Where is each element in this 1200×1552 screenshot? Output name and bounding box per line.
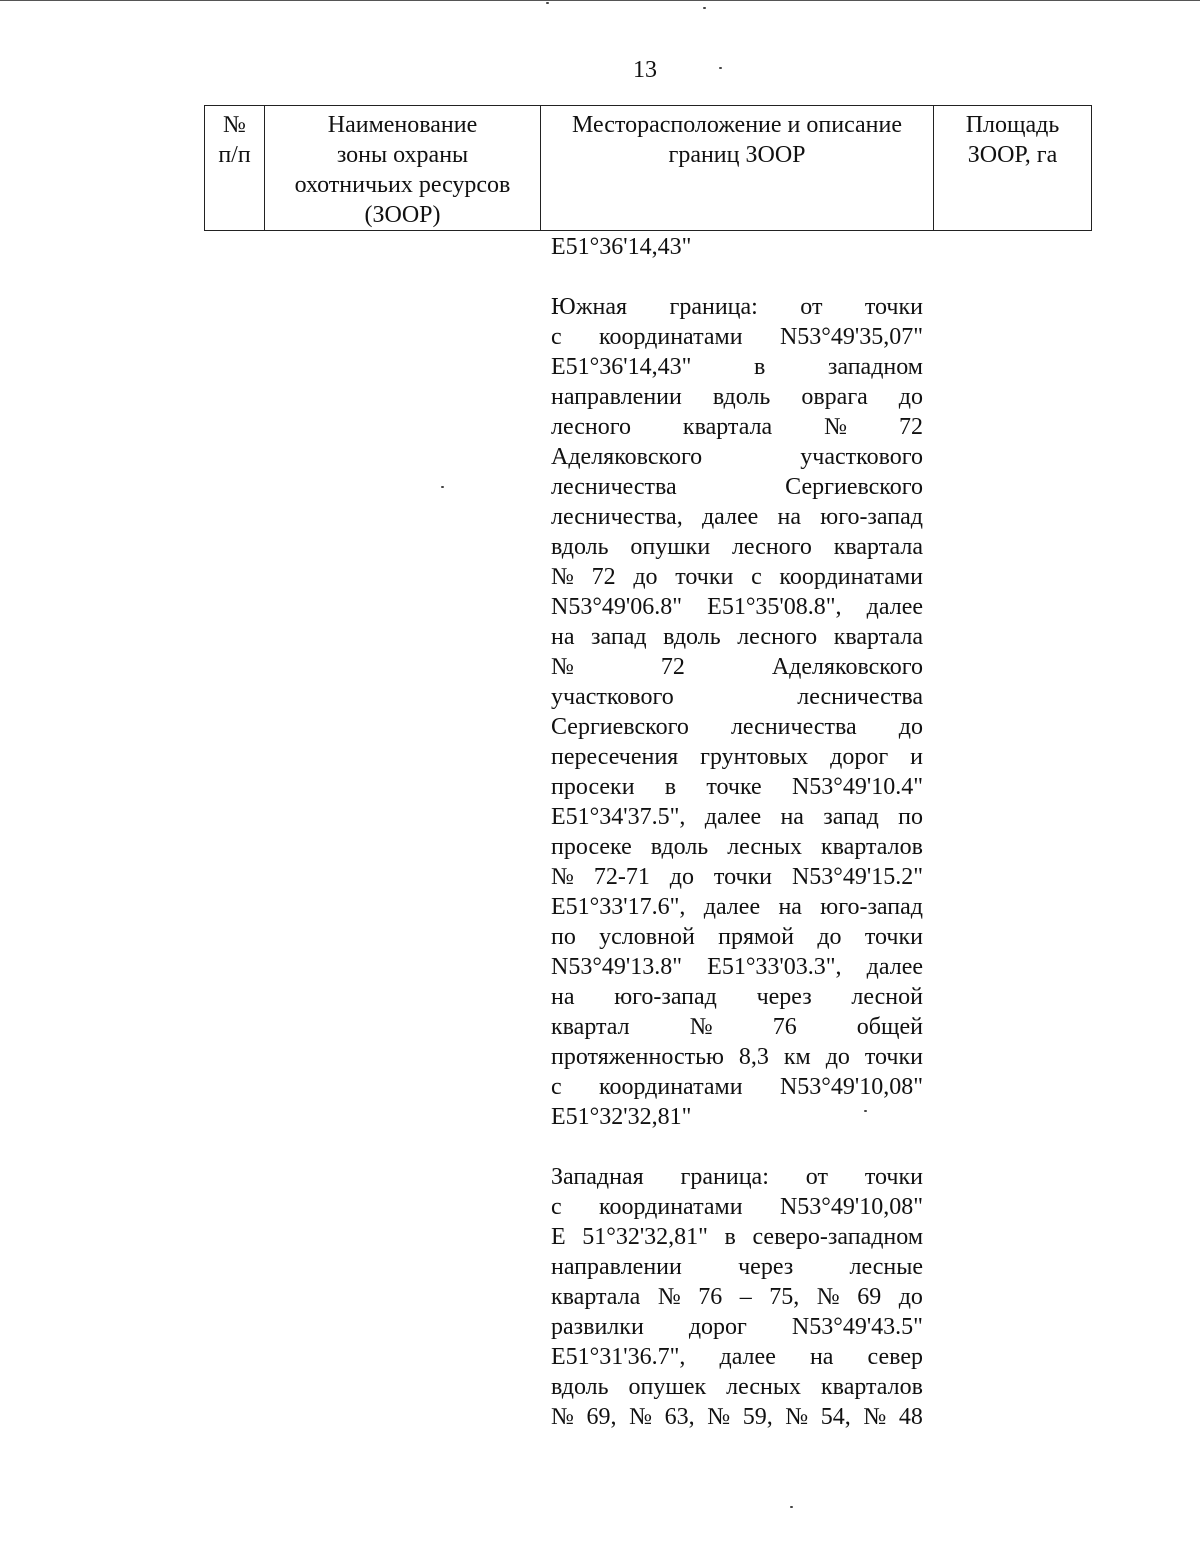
- word: до: [633, 564, 658, 590]
- table-header: [204, 105, 1092, 231]
- south-border-end-line: E51°32'32,81": [551, 1104, 692, 1130]
- word: №: [629, 1404, 652, 1430]
- word: дорог: [688, 1314, 747, 1340]
- word: юго-запад: [820, 504, 923, 530]
- word: E51°33'17.6",: [551, 894, 686, 920]
- word: 72: [591, 564, 616, 590]
- scan-speck: [546, 2, 549, 4]
- word: на: [551, 624, 575, 650]
- word: №: [689, 1014, 713, 1040]
- word: кварталов: [821, 834, 923, 860]
- word: N53°49'06.8": [551, 594, 683, 620]
- word: западном: [827, 354, 923, 380]
- word: далее: [701, 504, 759, 530]
- word: условной: [599, 924, 695, 950]
- word: направлении: [551, 384, 682, 410]
- word: 69: [857, 1284, 882, 1310]
- word: с: [551, 324, 562, 350]
- word: Сергиевского: [785, 474, 923, 500]
- header-col-name-line: (ЗООР): [364, 202, 441, 228]
- text-line: [551, 1372, 923, 1402]
- text-line: [551, 472, 923, 502]
- text-line: [551, 1012, 923, 1042]
- word: №: [551, 564, 574, 590]
- word: опушки: [630, 534, 711, 560]
- text-line: [551, 982, 923, 1012]
- word: №: [785, 1404, 809, 1430]
- word: 69,: [586, 1404, 617, 1430]
- word: Южная: [551, 294, 628, 320]
- page-top-edge: [0, 0, 1200, 5]
- word: 75,: [769, 1284, 800, 1310]
- header-col-area-line: Площадь: [965, 112, 1060, 138]
- word: N53°49'35,07": [779, 324, 923, 350]
- word: на: [778, 894, 802, 920]
- text-line: [551, 712, 923, 742]
- scan-speck: [441, 486, 444, 488]
- word: E51°33'03.3",: [707, 954, 842, 980]
- word: E51°36'14,43": [551, 354, 692, 380]
- word: лесничества: [551, 474, 677, 500]
- header-col-name-line: охотничьих ресурсов: [294, 172, 511, 198]
- text-line: [551, 1222, 923, 1252]
- text-line: [551, 952, 923, 982]
- word: вдоль: [663, 624, 721, 650]
- word: №: [824, 414, 848, 440]
- word: просеки: [551, 774, 635, 800]
- west-border-paragraph: [551, 1162, 923, 1432]
- word: точки: [864, 1164, 923, 1190]
- scan-speck: [790, 1506, 793, 1508]
- word: лесных: [726, 1374, 802, 1400]
- word: точки: [864, 1044, 923, 1070]
- word: по: [898, 804, 923, 830]
- word: координатами: [599, 324, 743, 350]
- text-line: [551, 1072, 923, 1102]
- word: №: [816, 1284, 840, 1310]
- page-number: 13: [633, 57, 657, 83]
- text-line: [551, 1282, 923, 1312]
- text-line: [551, 1402, 923, 1432]
- word: №: [551, 864, 574, 890]
- text-line: [551, 352, 923, 382]
- word: квартала: [682, 414, 773, 440]
- word: лесничества: [730, 714, 857, 740]
- word: запад: [591, 624, 647, 650]
- header-col-name: [265, 106, 541, 231]
- word: от: [805, 1164, 828, 1190]
- word: N53°49'15.2": [791, 864, 923, 890]
- word: протяженностью: [551, 1044, 724, 1070]
- word: до: [825, 1044, 850, 1070]
- word: E51°34'37.5",: [551, 804, 686, 830]
- word: грунтовых: [700, 744, 809, 770]
- word: далее: [703, 894, 761, 920]
- text-line: [551, 1342, 923, 1372]
- word: Аделяковского: [771, 654, 923, 680]
- word: точке: [706, 774, 762, 800]
- word: №: [707, 1404, 731, 1430]
- word: №: [863, 1404, 887, 1430]
- word: до: [898, 714, 923, 740]
- word: далее: [719, 1344, 776, 1370]
- word: 8,3: [738, 1044, 769, 1070]
- word: с: [751, 564, 762, 590]
- header-col-area-line: ЗООР, га: [967, 142, 1058, 168]
- word: до: [669, 864, 694, 890]
- text-line: [551, 412, 923, 442]
- word: 72-71: [593, 864, 650, 890]
- word: лесного: [731, 534, 812, 560]
- text-line: [551, 1252, 923, 1282]
- word: 48: [898, 1404, 923, 1430]
- word: 76: [698, 1284, 723, 1310]
- text-line: [551, 832, 923, 862]
- word: по: [551, 924, 576, 950]
- word: квартал: [551, 1014, 630, 1040]
- word: с: [551, 1194, 562, 1220]
- word: просеке: [551, 834, 632, 860]
- text-line: [551, 922, 923, 952]
- word: дорог: [830, 744, 889, 770]
- word: Аделяковского: [551, 444, 703, 470]
- word: развилки: [551, 1314, 644, 1340]
- header-col-name-line: зоны охраны: [336, 142, 469, 168]
- word: E: [551, 1224, 566, 1250]
- text-line: [551, 862, 923, 892]
- word: лесничества: [797, 684, 923, 710]
- word: E51°35'08.8",: [707, 594, 842, 620]
- description-body: [551, 232, 923, 1432]
- word: и: [910, 744, 923, 770]
- word: 51°32'32,81": [582, 1224, 708, 1250]
- text-line: [551, 1312, 923, 1342]
- paragraph-gap: [551, 1132, 923, 1162]
- header-col-description-line: Месторасположение и описание: [571, 112, 903, 138]
- word: 54,: [820, 1404, 851, 1430]
- text-line: [551, 652, 923, 682]
- word: координатами: [599, 1074, 743, 1100]
- word: общей: [856, 1014, 923, 1040]
- text-line: [551, 1192, 923, 1222]
- word: до: [898, 384, 923, 410]
- word: в: [753, 354, 766, 380]
- south-border-paragraph: [551, 292, 923, 1102]
- word: прямой: [718, 924, 795, 950]
- word: участкового: [800, 444, 923, 470]
- word: точки: [864, 924, 923, 950]
- text-line: [551, 1162, 923, 1192]
- word: оврага: [801, 384, 868, 410]
- word: запад: [823, 804, 879, 830]
- word: N53°49'13.8": [551, 954, 683, 980]
- text-line: [551, 292, 923, 322]
- word: север: [867, 1344, 923, 1370]
- word: №: [657, 1284, 681, 1310]
- text-line: [551, 1042, 923, 1072]
- header-col-description: [541, 106, 934, 231]
- word: лесной: [851, 984, 923, 1010]
- word: лесничества,: [551, 504, 683, 530]
- word: координатами: [599, 1194, 743, 1220]
- header-col-number-line: п/п: [218, 142, 251, 168]
- word: опушек: [628, 1374, 707, 1400]
- word: участкового: [551, 684, 674, 710]
- word: лесного: [737, 624, 818, 650]
- text-line: [551, 772, 923, 802]
- word: N53°49'43.5": [791, 1314, 923, 1340]
- word: 63,: [664, 1404, 695, 1430]
- word: до: [898, 1284, 923, 1310]
- word: в: [664, 774, 677, 800]
- word: направлении: [551, 1254, 682, 1280]
- word: кварталов: [821, 1374, 923, 1400]
- scan-speck: [864, 1110, 867, 1112]
- word: граница:: [669, 294, 758, 320]
- word: от: [800, 294, 823, 320]
- word: N53°49'10.4": [791, 774, 923, 800]
- description-start-line: E51°36'14,43": [551, 234, 692, 260]
- word: через: [756, 984, 812, 1010]
- word: пересечения: [551, 744, 679, 770]
- word: N53°49'10,08": [779, 1074, 923, 1100]
- word: N53°49'10,08": [779, 1194, 923, 1220]
- word: на: [809, 1344, 834, 1370]
- scan-speck: [719, 67, 722, 69]
- word: квартала: [833, 534, 923, 560]
- word: Западная: [551, 1164, 644, 1190]
- word: Сергиевского: [551, 714, 689, 740]
- word: через: [738, 1254, 794, 1280]
- text-line: [551, 682, 923, 712]
- word: в: [724, 1224, 736, 1250]
- word: граница:: [680, 1164, 769, 1190]
- word: вдоль: [551, 534, 609, 560]
- word: с: [551, 1074, 562, 1100]
- header-col-description-line: границ ЗООР: [668, 142, 806, 168]
- word: квартала: [551, 1284, 641, 1310]
- word: лесных: [727, 834, 803, 860]
- word: вдоль: [650, 834, 709, 860]
- word: юго-запад: [614, 984, 717, 1010]
- word: на: [551, 984, 575, 1010]
- text-line: [551, 532, 923, 562]
- word: 59,: [742, 1404, 773, 1430]
- word: км: [783, 1044, 811, 1070]
- word: №: [551, 654, 574, 680]
- text-line: [551, 622, 923, 652]
- paragraph-gap: [551, 262, 923, 292]
- header-col-name-line: Наименование: [327, 112, 478, 138]
- word: №: [551, 1404, 574, 1430]
- text-line: [551, 742, 923, 772]
- word: на: [780, 804, 804, 830]
- word: лесные: [849, 1254, 923, 1280]
- text-line: [551, 442, 923, 472]
- word: северо-западном: [752, 1224, 923, 1250]
- word: юго-запад: [820, 894, 923, 920]
- scan-speck: [703, 7, 706, 9]
- text-line: [551, 322, 923, 352]
- word: 72: [660, 654, 685, 680]
- word: на: [777, 504, 802, 530]
- word: до: [817, 924, 842, 950]
- header-col-number-line: №: [223, 112, 246, 138]
- text-line: [551, 562, 923, 592]
- word: точки: [864, 294, 923, 320]
- word: точки: [675, 564, 734, 590]
- word: далее: [704, 804, 762, 830]
- header-col-number: [205, 106, 265, 231]
- text-line: [551, 382, 923, 412]
- word: точки: [713, 864, 773, 890]
- word: вдоль: [712, 384, 771, 410]
- text-line: [551, 502, 923, 532]
- word: –: [739, 1284, 752, 1310]
- word: 72: [898, 414, 923, 440]
- word: далее: [866, 594, 923, 620]
- word: координатами: [779, 564, 923, 590]
- text-line: [551, 892, 923, 922]
- word: далее: [866, 954, 923, 980]
- header-col-area: [934, 106, 1092, 231]
- word: квартала: [833, 624, 923, 650]
- word: 76: [772, 1014, 797, 1040]
- word: лесного: [551, 414, 631, 440]
- text-line: [551, 802, 923, 832]
- word: E51°31'36.7",: [551, 1344, 686, 1370]
- word: вдоль: [551, 1374, 609, 1400]
- text-line: [551, 592, 923, 622]
